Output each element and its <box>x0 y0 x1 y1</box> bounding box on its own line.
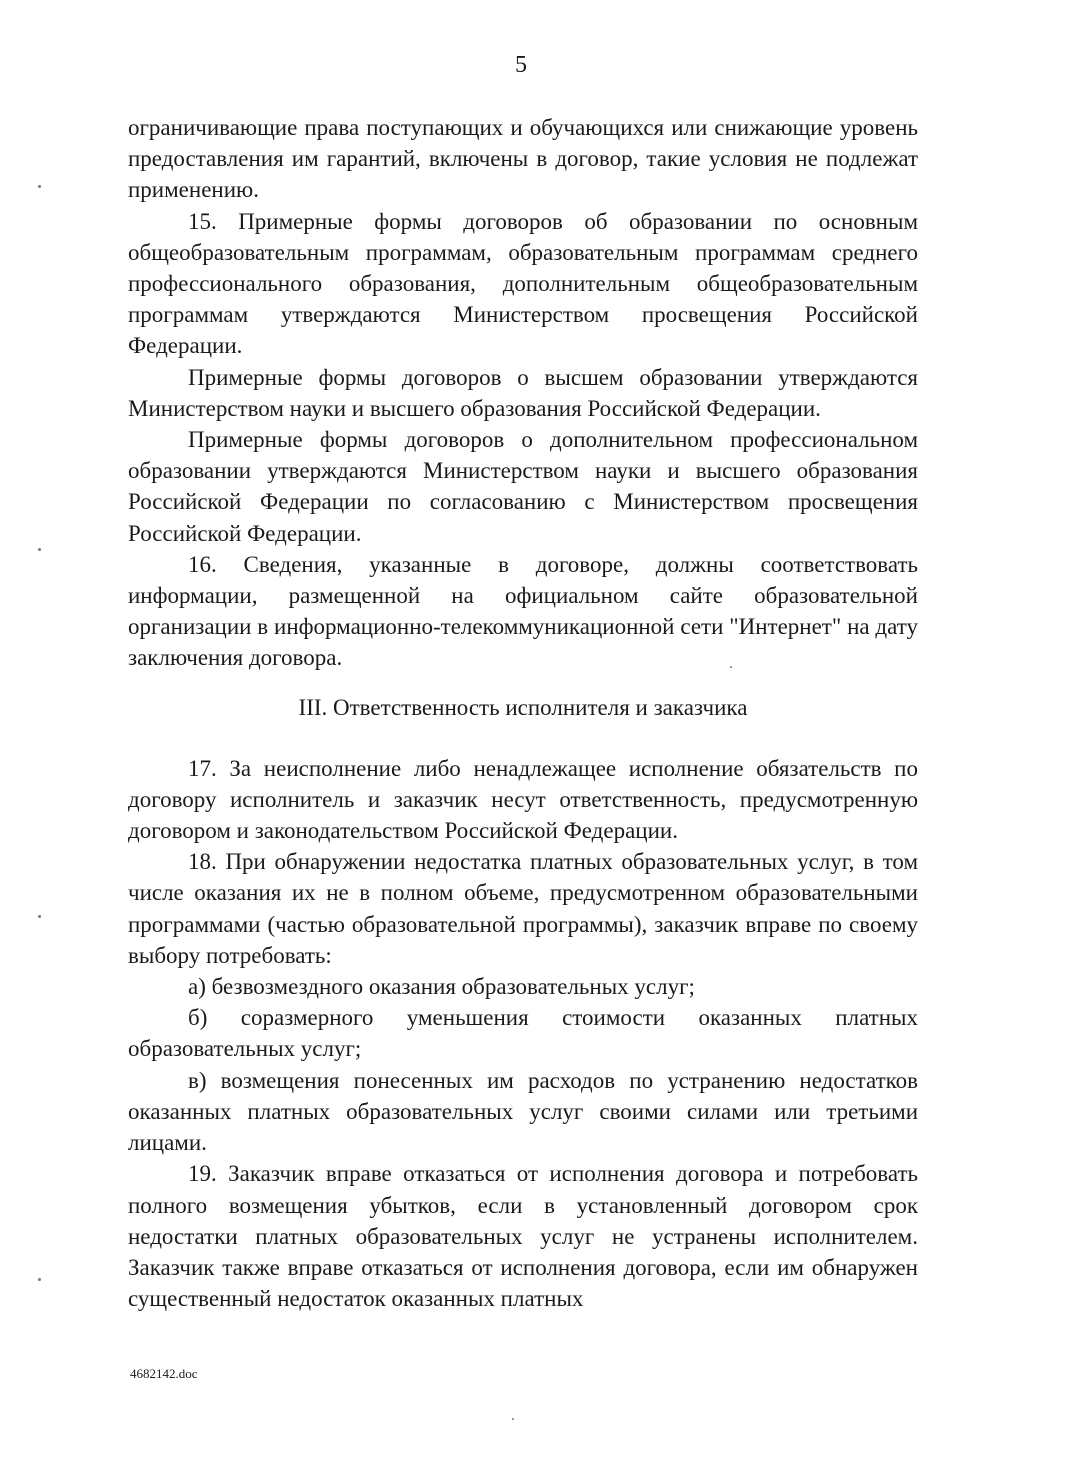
scan-speck <box>38 548 41 551</box>
document-body <box>128 112 918 1314</box>
paragraph-16: 16. Сведения, указанные в договоре, должны соответствовать информации, размещенной на официальном сайте образовательной организации в информационно-телекоммуникационной сети "Интернет" на дату заключения договора. <box>128 551 918 671</box>
paragraph-19: 19. Заказчик вправе отказаться от исполнения договора и потребовать полного возмещения убытков, если в установленный договором срок недостатки платных образовательных услуг не устранены исполнителем. Заказчик также вправе отказаться от исполнения договора, если им обнаружен существенный недостаток оказанных платных <box>128 1161 918 1312</box>
scan-speck <box>38 915 41 918</box>
footer-filename: 4682142.doc <box>130 1366 198 1381</box>
paragraph-15-higher-education: Примерные формы договоров о высшем образовании утверждаются Министерством науки и высшего образования Российской Федерации. <box>128 364 918 421</box>
scan-speck <box>512 1418 514 1420</box>
scan-speck <box>730 666 732 668</box>
page-number: 5 <box>515 52 527 78</box>
paragraph-continuation: ограничивающие права поступающих и обучающихся или снижающие уровень предоставления им гарантий, включены в договор, такие условия не подлежат применению. <box>128 115 918 203</box>
scan-speck <box>38 1278 41 1281</box>
scan-speck <box>38 185 41 188</box>
section-heading: III. Ответственность исполнителя и заказчика <box>298 694 748 720</box>
paragraph-18-item-c: в) возмещения понесенных им расходов по устранению недостатков оказанных платных образовательных услуг своими силами или третьими лицами. <box>128 1067 918 1156</box>
paragraph-18-item-b: б) соразмерного уменьшения стоимости оказанных платных образовательных услуг; <box>128 1005 918 1062</box>
paragraph-18: 18. При обнаружении недостатка платных образовательных услуг, в том числе оказания их не в полном объеме, предусмотренном образовательными программами (частью образовательной программы), заказчик вправе по своему выбору потребовать: <box>128 849 918 968</box>
paragraph-15-additional-education: Примерные формы договоров о дополнительном профессиональном образовании утверждаются Министерством науки и высшего образования Российской Федерации по согласованию с Министерством просвещения Российской Федерации. <box>128 427 918 546</box>
paragraph-18-item-a: а) безвозмездного оказания образовательных услуг; <box>188 974 695 1000</box>
paragraph-17: 17. За неисполнение либо ненадлежащее исполнение обязательств по договору исполнитель и заказчик несут ответственность, предусмотренную договором и законодательством Российской Федерации. <box>128 755 918 844</box>
paragraph-15: 15. Примерные формы договоров об образовании по основным общеобразовательным программам, образовательным программам среднего профессионального образования, дополнительным общеобразовательным программам утверждаются Министерством просвещения Российской Федерации. <box>128 208 918 359</box>
